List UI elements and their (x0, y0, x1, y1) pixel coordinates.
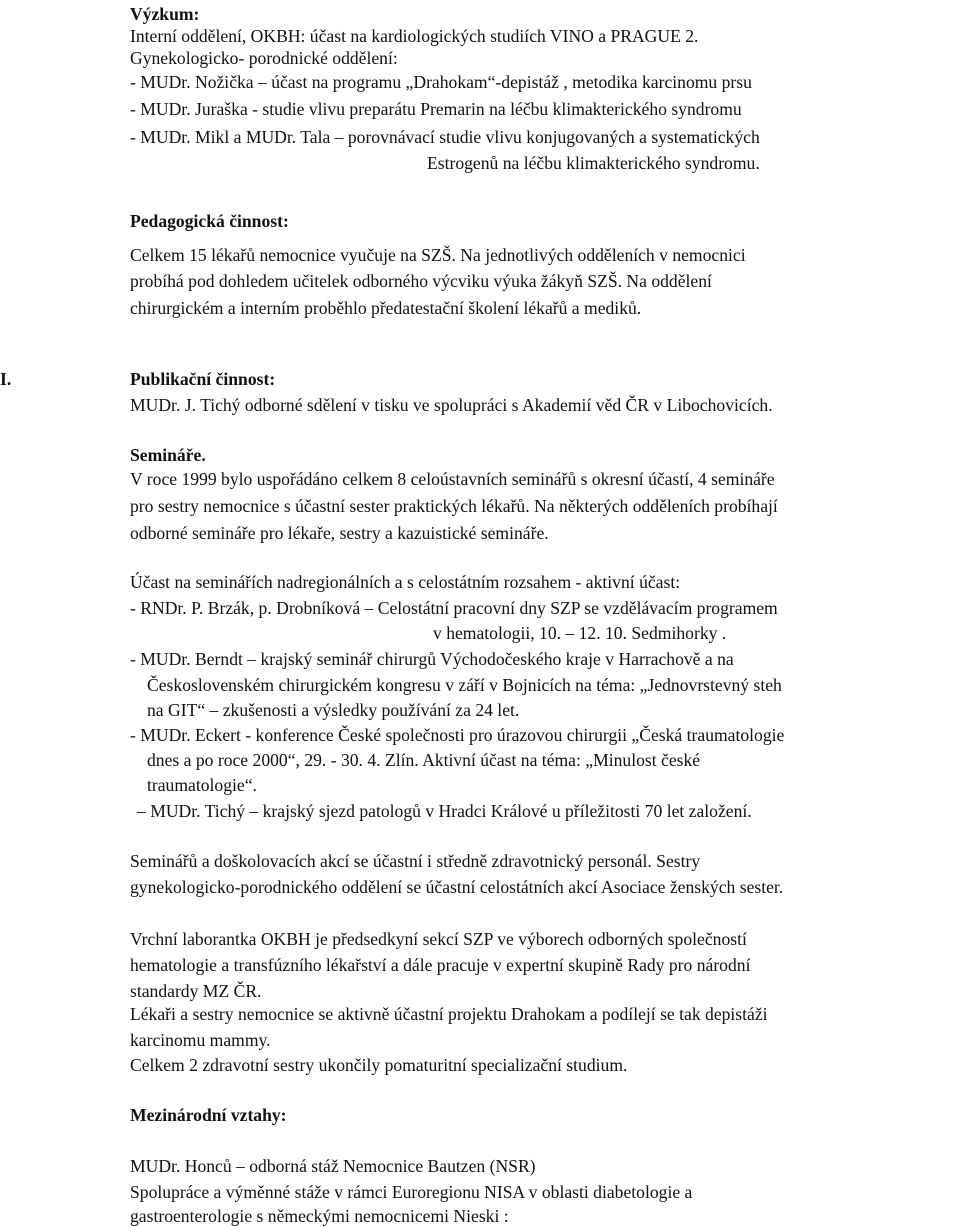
seminare-line: odborné semináře pro lékaře, sestry a kazuistické semináře. (130, 523, 549, 543)
section-heading-seminare: Semináře. (130, 445, 206, 465)
publikacni-line: MUDr. J. Tichý odborné sdělení v tisku ve spolupráci s Akademií věd ČR v Libochovicích. (130, 395, 773, 415)
vyzkum-line: Gynekologicko- porodnické oddělení: (130, 48, 398, 68)
seminaru-line: gynekologicko-porodnického oddělení se účastní celostátních akcí Asociace ženských sester. (130, 877, 784, 897)
pedagogicka-line: probíhá pod dohledem učitelek odborného výcviku výuka žákyň SZŠ. Na oddělení (130, 271, 712, 291)
vrchni-line: standardy MZ ČR. (130, 981, 262, 1001)
section-heading-publikacni: Publikační činnost: (130, 369, 276, 389)
vyzkum-list-item: - MUDr. Juraška - studie vlivu preparátu Premarin na léčbu klimakterického syndromu (130, 99, 742, 119)
ucast-line-cont: Československém chirurgickém kongresu v září v Bojnicích na téma: „Jednovrstevný steh (147, 675, 782, 695)
ucast-line: - MUDr. Eckert - konference České společnosti pro úrazovou chirurgii „Česká traumatologie (130, 725, 785, 745)
ucast-line-cont: dnes a po roce 2000“, 29. - 30. 4. Zlín. Aktivní účast na téma: „Minulost české (147, 750, 701, 770)
vyzkum-line: Interní oddělení, OKBH: účast na kardiologických studiích VINO a PRAGUE 2. (130, 26, 699, 46)
mezinarodni-line: MUDr. Honců – odborná stáž Nemocnice Bautzen (NSR) (130, 1156, 536, 1176)
mezinarodni-line: gastroenterologie s německými nemocnicemi Nieski : (130, 1206, 509, 1226)
vrchni-line: Lékaři a sestry nemocnice se aktivně účastní projektu Drahokam a podílejí se tak depistáži (130, 1004, 768, 1024)
ucast-line-cont: traumatologie“. (147, 775, 257, 795)
section-heading-mezinarodni: Mezinárodní vztahy: (130, 1105, 287, 1125)
mezinarodni-line: Spolupráce a výměnné stáže v rámci Euroregionu NISA v oblasti diabetologie a (130, 1182, 693, 1202)
ucast-line-cont: na GIT“ – zkušenosti a výsledky používání za 24 let. (147, 700, 520, 720)
ucast-line: - MUDr. Berndt – krajský seminář chirurgů Východočeského kraje v Harrachově a na (130, 649, 734, 669)
seminare-line: V roce 1999 bylo uspořádáno celkem 8 celoústavních seminářů s okresní účastí, 4 semináře (130, 469, 775, 489)
vrchni-line: hematologie a transfúzního lékařství a dále pracuje v expertní skupině Rady pro národní (130, 955, 751, 975)
ucast-line: - RNDr. P. Brzák, p. Drobníková – Celostátní pracovní dny SZP se vzdělávacím programem (130, 598, 778, 618)
section-heading-vyzkum: Výzkum: (130, 4, 200, 24)
vrchni-line: Celkem 2 zdravotní sestry ukončily pomaturitní specializační studium. (130, 1055, 628, 1075)
pedagogicka-line: Celkem 15 lékařů nemocnice vyučuje na SZŠ. Na jednotlivých odděleních v nemocnici (130, 245, 746, 265)
seminaru-line: Seminářů a doškolovacích akcí se účastní i středně zdravotnický personál. Sestry (130, 851, 701, 871)
vyzkum-list-item: - MUDr. Mikl a MUDr. Tala – porovnávací studie vlivu konjugovaných a systematických (130, 127, 760, 147)
vrchni-line: Vrchní laborantka OKBH je předsedkyní sekcí SZP ve výborech odborných společností (130, 929, 747, 949)
section-numeral: I. (0, 369, 12, 389)
ucast-heading: Účast na seminářích nadregionálních a s celostátním rozsahem - aktivní účast: (130, 572, 681, 592)
ucast-line-cont: v hematologii, 10. – 12. 10. Sedmihorky . (433, 623, 727, 643)
seminare-line: pro sestry nemocnice s účastní sester praktických lékařů. Na některých odděleních probíhají (130, 496, 778, 516)
pedagogicka-line: chirurgickém a interním proběhlo předatestační školení lékařů a mediků. (130, 298, 642, 318)
ucast-line: – MUDr. Tichý – krajský sjezd patologů v Hradci Králové u příležitosti 70 let založení. (137, 801, 752, 821)
vyzkum-list-item-cont: Estrogenů na léčbu klimakterického syndromu. (427, 153, 760, 173)
vyzkum-list-item: - MUDr. Nožička – účast na programu „Drahokam“-depistáž , metodika karcinomu prsu (130, 72, 752, 92)
vrchni-line: karcinomu mammy. (130, 1030, 271, 1050)
section-heading-pedagogicka: Pedagogická činnost: (130, 211, 289, 231)
